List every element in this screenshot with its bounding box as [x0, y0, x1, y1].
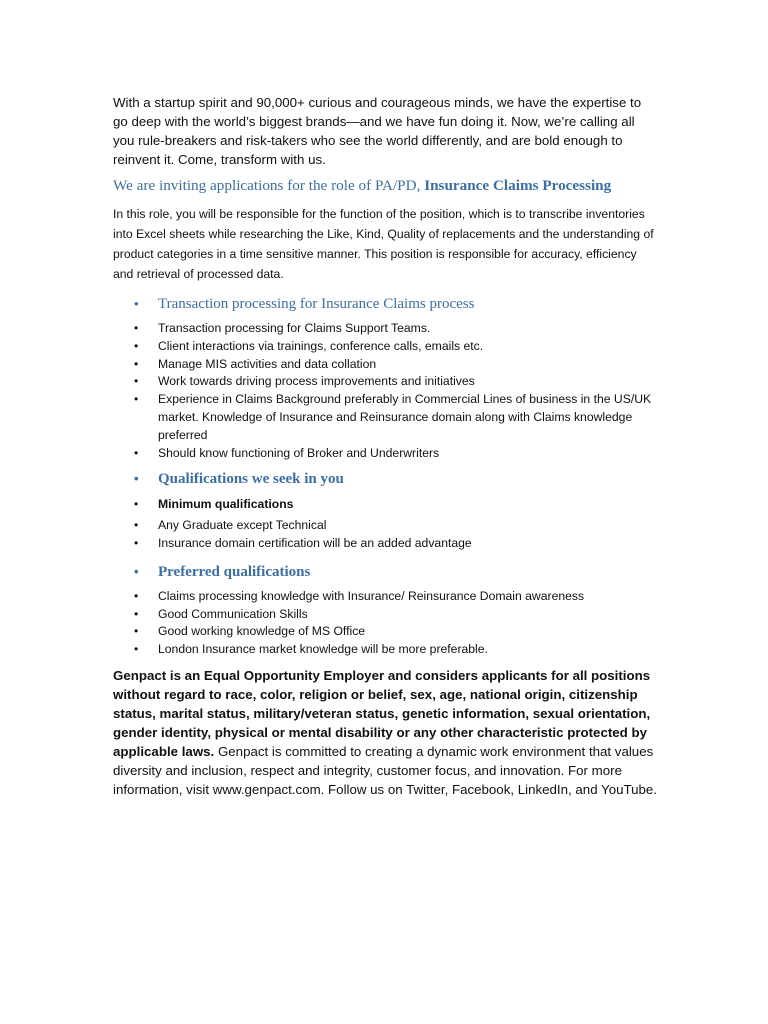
bullet-icon: •	[134, 471, 139, 487]
preferred-heading-text: Preferred qualifications	[158, 563, 311, 580]
list-item: • Good working knowledge of MS Office	[113, 623, 658, 641]
list-item: • Experience in Claims Background preferably in Commercial Lines of business in the US/UK market. Knowledge of Insurance and Reinsurance domain along with Claims knowledge preferred	[113, 391, 658, 444]
role-heading-title: Insurance Claims Processing	[424, 177, 612, 194]
job-posting-document	[113, 93, 658, 799]
bullet-icon: •	[134, 606, 139, 621]
responsibilities-list	[113, 320, 658, 462]
bullet-icon: •	[134, 588, 139, 603]
bullet-icon: •	[134, 497, 139, 512]
bullet-icon: •	[134, 338, 139, 353]
bullet-icon: •	[134, 374, 139, 389]
preferred-list	[113, 588, 658, 659]
list-item: • Good Communication Skills	[113, 606, 658, 624]
responsibilities-heading	[113, 293, 658, 315]
list-item: • Claims processing knowledge with Insurance/ Reinsurance Domain awareness	[113, 588, 658, 606]
preferred-heading	[113, 561, 658, 583]
list-item: • Work towards driving process improvements and initiatives	[113, 373, 658, 391]
bullet-icon: •	[134, 518, 139, 533]
list-item: • London Insurance market knowledge will be more preferable.	[113, 641, 658, 659]
minimum-qualifications-item: • Minimum qualifications	[113, 496, 658, 514]
qualifications-heading	[113, 468, 658, 490]
bullet-icon: •	[134, 392, 139, 407]
bullet-icon: •	[134, 321, 139, 335]
list-item: • Client interactions via trainings, conference calls, emails etc.	[113, 338, 658, 356]
qualifications-list	[113, 496, 658, 552]
equal-opportunity-statement	[113, 666, 658, 799]
intro-paragraph: With a startup spirit and 90,000+ curious and courageous minds, we have the expertise to go deep with the world’s biggest brands—and we have fun doing it. Now, we’re calling all you rule-breakers and risk-takers who see the world differently, and are bold enough to reinvent it. Come, transform with us.	[113, 95, 642, 167]
qualifications-heading-text: Qualifications we seek in you	[158, 471, 344, 488]
list-item: • Should know functioning of Broker and Underwriters	[113, 445, 658, 463]
bullet-icon: •	[134, 296, 139, 311]
bullet-icon: •	[134, 642, 139, 657]
bullet-icon: •	[134, 563, 139, 579]
bullet-icon: •	[134, 356, 139, 371]
role-heading	[113, 176, 658, 196]
bullet-icon: •	[134, 445, 139, 460]
role-description: In this role, you will be responsible for the function of the position, which is to transcribe inventories into Excel sheets while researching the Like, Kind, Quality of replacements and the understanding of product categories in a time sensitive manner. This position is responsible for accuracy, efficiency and retrieval of processed data.	[113, 207, 654, 281]
list-item: • Insurance domain certification will be an added advantage	[113, 535, 658, 553]
list-item: • Any Graduate except Technical	[113, 517, 658, 535]
eeo-normal-text: Genpact is committed to creating a dynamic work environment that values diversity and inclusion, respect and integrity, customer focus, and innovation. For more information, visit www.genpact.com. Follow us on Twitter, Facebook, LinkedIn, and YouTube.	[113, 743, 657, 797]
responsibilities-heading-text: Transaction processing for Insurance Claims process	[158, 296, 475, 312]
eeo-bold-text: Genpact is an Equal Opportunity Employer and considers applicants for all positions without regard to race, color, religion or belief, sex, age, national origin, citizenship status, marital status, military/veteran status, genetic information, sexual orientation, gender identity, physical or mental disability or any other characteristic protected by applicable laws.	[113, 667, 651, 759]
list-item: • Manage MIS activities and data collation	[113, 356, 658, 374]
list-item: • Transaction processing for Claims Support Teams.	[113, 320, 658, 338]
role-heading-prefix: We are inviting applications for the role of PA/PD,	[113, 177, 425, 194]
bullet-icon: •	[134, 624, 139, 639]
bullet-icon: •	[134, 535, 139, 550]
